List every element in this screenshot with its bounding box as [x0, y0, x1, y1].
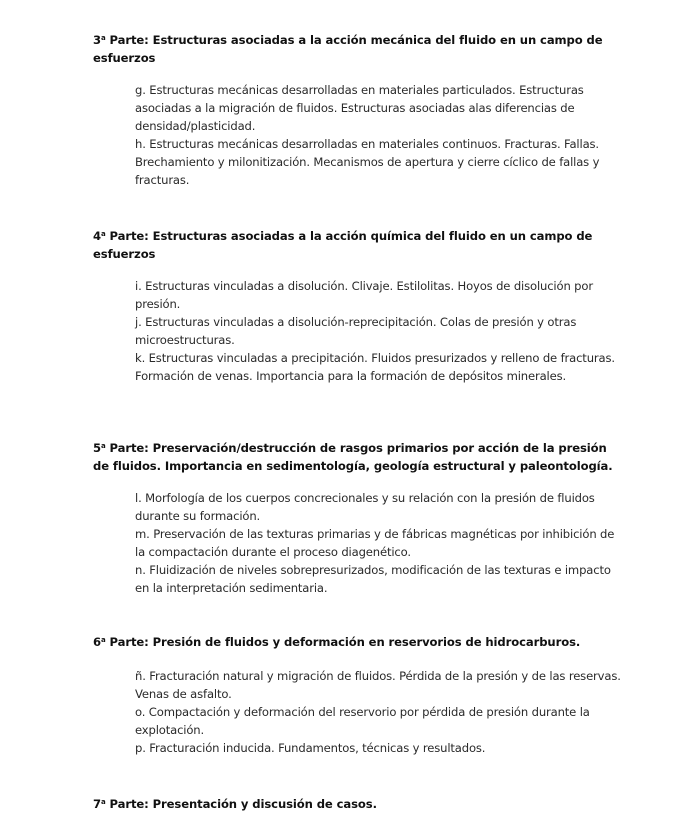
section-5-heading: [93, 437, 613, 475]
section-number: 3: [93, 33, 101, 47]
ordinal-indicator: a: [100, 230, 106, 238]
list-item: m. Preservación de las texturas primarias y de fábricas magnéticas por inhibición de la compactación durante el proceso diagenético.: [135, 527, 615, 559]
list-item: n. Fluidización de niveles sobrepresurizados, modificación de las texturas e impacto en la interpretación sedimentaria.: [135, 563, 611, 595]
list-item: h. Estructuras mecánicas desarrolladas en materiales continuos. Fracturas. Fallas. Brechamiento y milonitización. Mecanismos de apertura y cierre cíclico de fallas y fracturas.: [135, 137, 600, 187]
section-title: Parte: Estructuras asociadas a la acción mecánica del fluido en un campo de esfuerzos: [93, 33, 603, 65]
section-6-items: [135, 667, 625, 757]
section-4-heading: [93, 225, 613, 263]
section-number: 5: [93, 441, 101, 455]
ordinal-indicator: a: [100, 442, 106, 450]
ordinal-indicator: a: [100, 636, 106, 644]
list-item: j. Estructuras vinculadas a disolución-reprecipitación. Colas de presión y otras microestructuras.: [135, 315, 577, 347]
list-item: p. Fracturación inducida. Fundamentos, técnicas y resultados.: [135, 741, 486, 755]
list-item: l. Morfología de los cuerpos concrecionales y su relación con la presión de fluidos durante su formación.: [135, 491, 595, 523]
section-number: 4: [93, 229, 101, 243]
list-item: ñ. Fracturación natural y migración de fluidos. Pérdida de la presión y de las reservas. Venas de asfalto.: [135, 669, 621, 701]
section-7-heading: [93, 793, 613, 813]
section-6-heading: [93, 631, 613, 651]
section-number: 6: [93, 635, 101, 649]
section-3-items: [135, 81, 625, 189]
section-title: Parte: Estructuras asociadas a la acción química del fluido en un campo de esfuerzos: [93, 229, 593, 261]
list-item: o. Compactación y deformación del reservorio por pérdida de presión durante la explotación.: [135, 705, 590, 737]
section-number: 7: [93, 797, 101, 811]
section-title: Parte: Preservación/destrucción de rasgos primarios por acción de la presión de fluidos. Importancia en sedimentología, geología estructural y paleontología.: [93, 441, 613, 473]
list-item: i. Estructuras vinculadas a disolución. Clivaje. Estilolitas. Hoyos de disolución por presión.: [135, 279, 593, 311]
section-5-items: [135, 489, 625, 597]
section-title: Parte: Presentación y discusión de casos.: [105, 797, 377, 811]
section-3-heading: [93, 29, 613, 67]
list-item: g. Estructuras mecánicas desarrolladas en materiales particulados. Estructuras asociadas a la migración de fluidos. Estructuras asociadas alas diferencias de densidad/plasticidad.: [135, 83, 584, 133]
section-4-items: [135, 277, 625, 385]
list-item: k. Estructuras vinculadas a precipitación. Fluidos presurizados y relleno de fracturas. Formación de venas. Importancia para la formación de depósitos minerales.: [135, 351, 615, 383]
ordinal-indicator: a: [100, 34, 106, 42]
ordinal-indicator: a: [100, 798, 106, 806]
section-title: Parte: Presión de fluidos y deformación en reservorios de hidrocarburos.: [105, 635, 581, 649]
